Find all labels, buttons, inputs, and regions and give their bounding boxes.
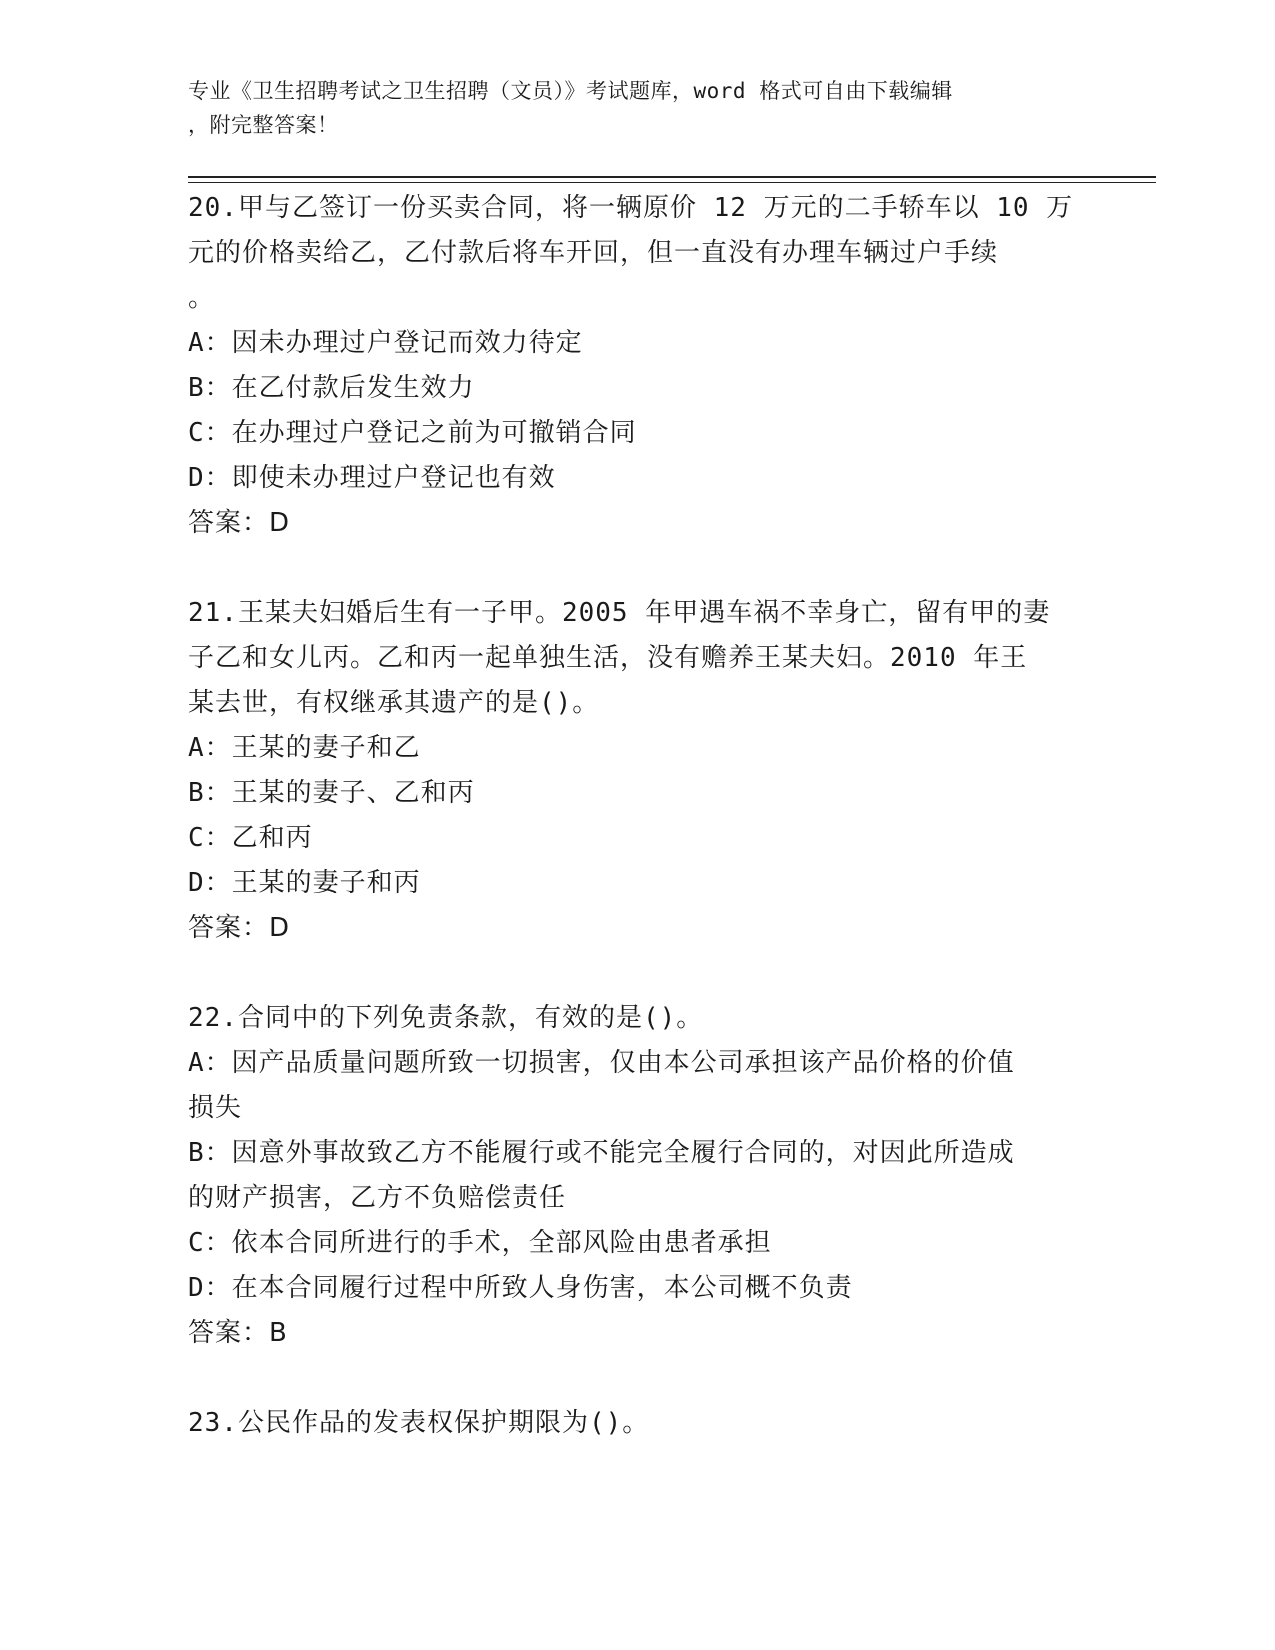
option-c: C：在办理过户登记之前为可撤销合同	[188, 418, 637, 448]
answer: 答案：B	[188, 1318, 288, 1348]
option-b-continued: 的财产损害，乙方不负赔偿责任	[188, 1183, 567, 1213]
question-stem: 21.王某夫妇婚后生有一子甲。2005 年甲遇车祸不幸身亡，留有甲的妻	[188, 598, 1051, 628]
question-23	[188, 1401, 1088, 1446]
answer: 答案：D	[188, 913, 291, 943]
option-d: D：王某的妻子和丙	[188, 868, 421, 898]
header-divider	[188, 182, 1156, 183]
question-stem: 23.公民作品的发表权保护期限为()。	[188, 1408, 650, 1438]
header-line: ，附完整答案！	[188, 113, 339, 137]
option-d: D：即使未办理过户登记也有效	[188, 463, 556, 493]
option-a: A：王某的妻子和乙	[188, 733, 421, 763]
question-stem: 。	[188, 283, 216, 313]
option-c: C：乙和丙	[188, 823, 313, 853]
option-d: D：在本合同履行过程中所致人身伤害，本公司概不负责	[188, 1273, 853, 1303]
option-a: A：因未办理过户登记而效力待定	[188, 328, 583, 358]
question-22	[188, 996, 1088, 1356]
option-a: A：因产品质量问题所致一切损害，仅由本公司承担该产品价格的价值	[188, 1048, 1015, 1078]
option-a-continued: 损失	[188, 1093, 243, 1123]
question-stem: 某去世，有权继承其遗产的是()。	[188, 688, 600, 718]
answer: 答案：D	[188, 508, 291, 538]
question-21	[188, 591, 1088, 951]
header-divider	[188, 176, 1156, 178]
option-b: B：在乙付款后发生效力	[188, 373, 475, 403]
question-stem: 22.合同中的下列免责条款，有效的是()。	[188, 1003, 704, 1033]
option-c: C：依本合同所进行的手术，全部风险由患者承担	[188, 1228, 772, 1258]
option-b: B：王某的妻子、乙和丙	[188, 778, 475, 808]
question-stem: 元的价格卖给乙，乙付款后将车开回，但一直没有办理车辆过户手续	[188, 238, 999, 268]
question-20	[188, 186, 1088, 546]
option-b: B：因意外事故致乙方不能履行或不能完全履行合同的，对因此所造成	[188, 1138, 1015, 1168]
header-line: 专业《卫生招聘考试之卫生招聘（文员）》考试题库，word 格式可自由下载编辑	[188, 79, 953, 103]
question-list	[188, 186, 1088, 1446]
question-stem: 子乙和女儿丙。乙和丙一起单独生活，没有赡养王某夫妇。2010 年王	[188, 643, 1028, 673]
question-stem: 20.甲与乙签订一份买卖合同，将一辆原价 12 万元的二手轿车以 10 万	[188, 193, 1074, 223]
document-header	[188, 74, 1088, 142]
